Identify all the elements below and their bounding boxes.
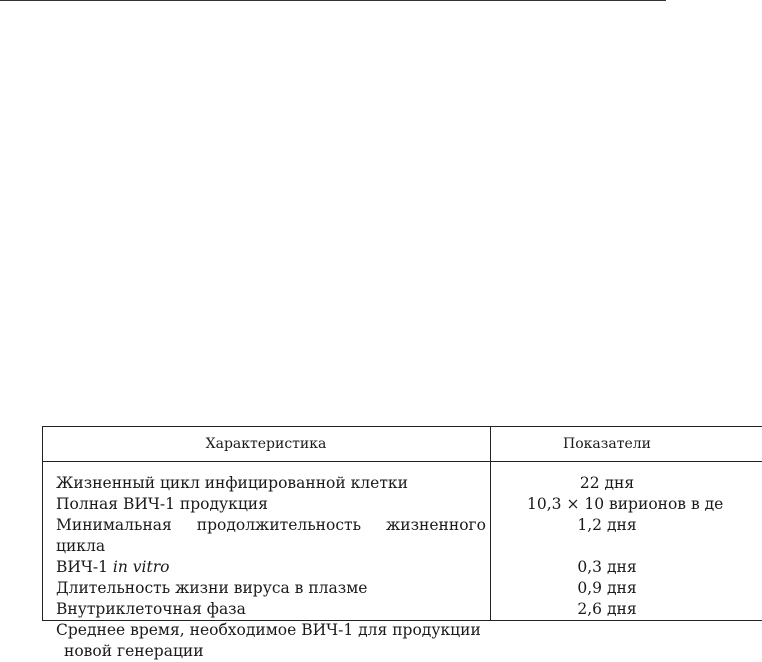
table-row-value: 0,3 дня: [577, 558, 637, 576]
table-row-value: 22 дня: [579, 474, 635, 492]
table-row-characteristic: [56, 578, 486, 599]
table-row-characteristic: [56, 515, 486, 578]
cell-text: Длительность жизни вируса в плазме: [56, 579, 368, 597]
cell-text: Среднее время, необходимое ВИЧ-1 для продукции: [56, 621, 481, 639]
table-row-characteristic: [56, 620, 486, 662]
cell-text: Жизненный цикл инфицированной клетки: [56, 474, 408, 492]
cell-text: Внутриклеточная фаза: [56, 600, 246, 618]
values-column: [491, 473, 723, 641]
table-row-characteristic: [56, 599, 486, 620]
top-rule: [0, 0, 666, 1]
table-row-value: 0,9 дня: [577, 579, 637, 597]
cell-text: новой генерации: [64, 642, 204, 660]
cell-text: Полная ВИЧ-1 продукция: [56, 495, 268, 513]
table-row-value: 2,6 дня: [577, 600, 637, 618]
cell-text-italic: in vitro: [112, 558, 170, 576]
table-row-characteristic: [56, 494, 486, 515]
data-table: [42, 426, 724, 660]
characteristic-column: [56, 473, 486, 662]
table-row-characteristic: [56, 473, 486, 494]
header-values: Показатели: [563, 436, 651, 452]
table-row-value: 1,2 дня: [577, 516, 637, 534]
cell-text: Минимальная продолжительность жизненного цикла: [56, 516, 486, 555]
header-characteristic: Характеристика: [205, 436, 327, 452]
cell-text: ВИЧ-1: [56, 558, 113, 576]
table-row-value: 10,3 × 10 вирионов в де: [527, 495, 724, 513]
header-rule: [42, 461, 762, 462]
